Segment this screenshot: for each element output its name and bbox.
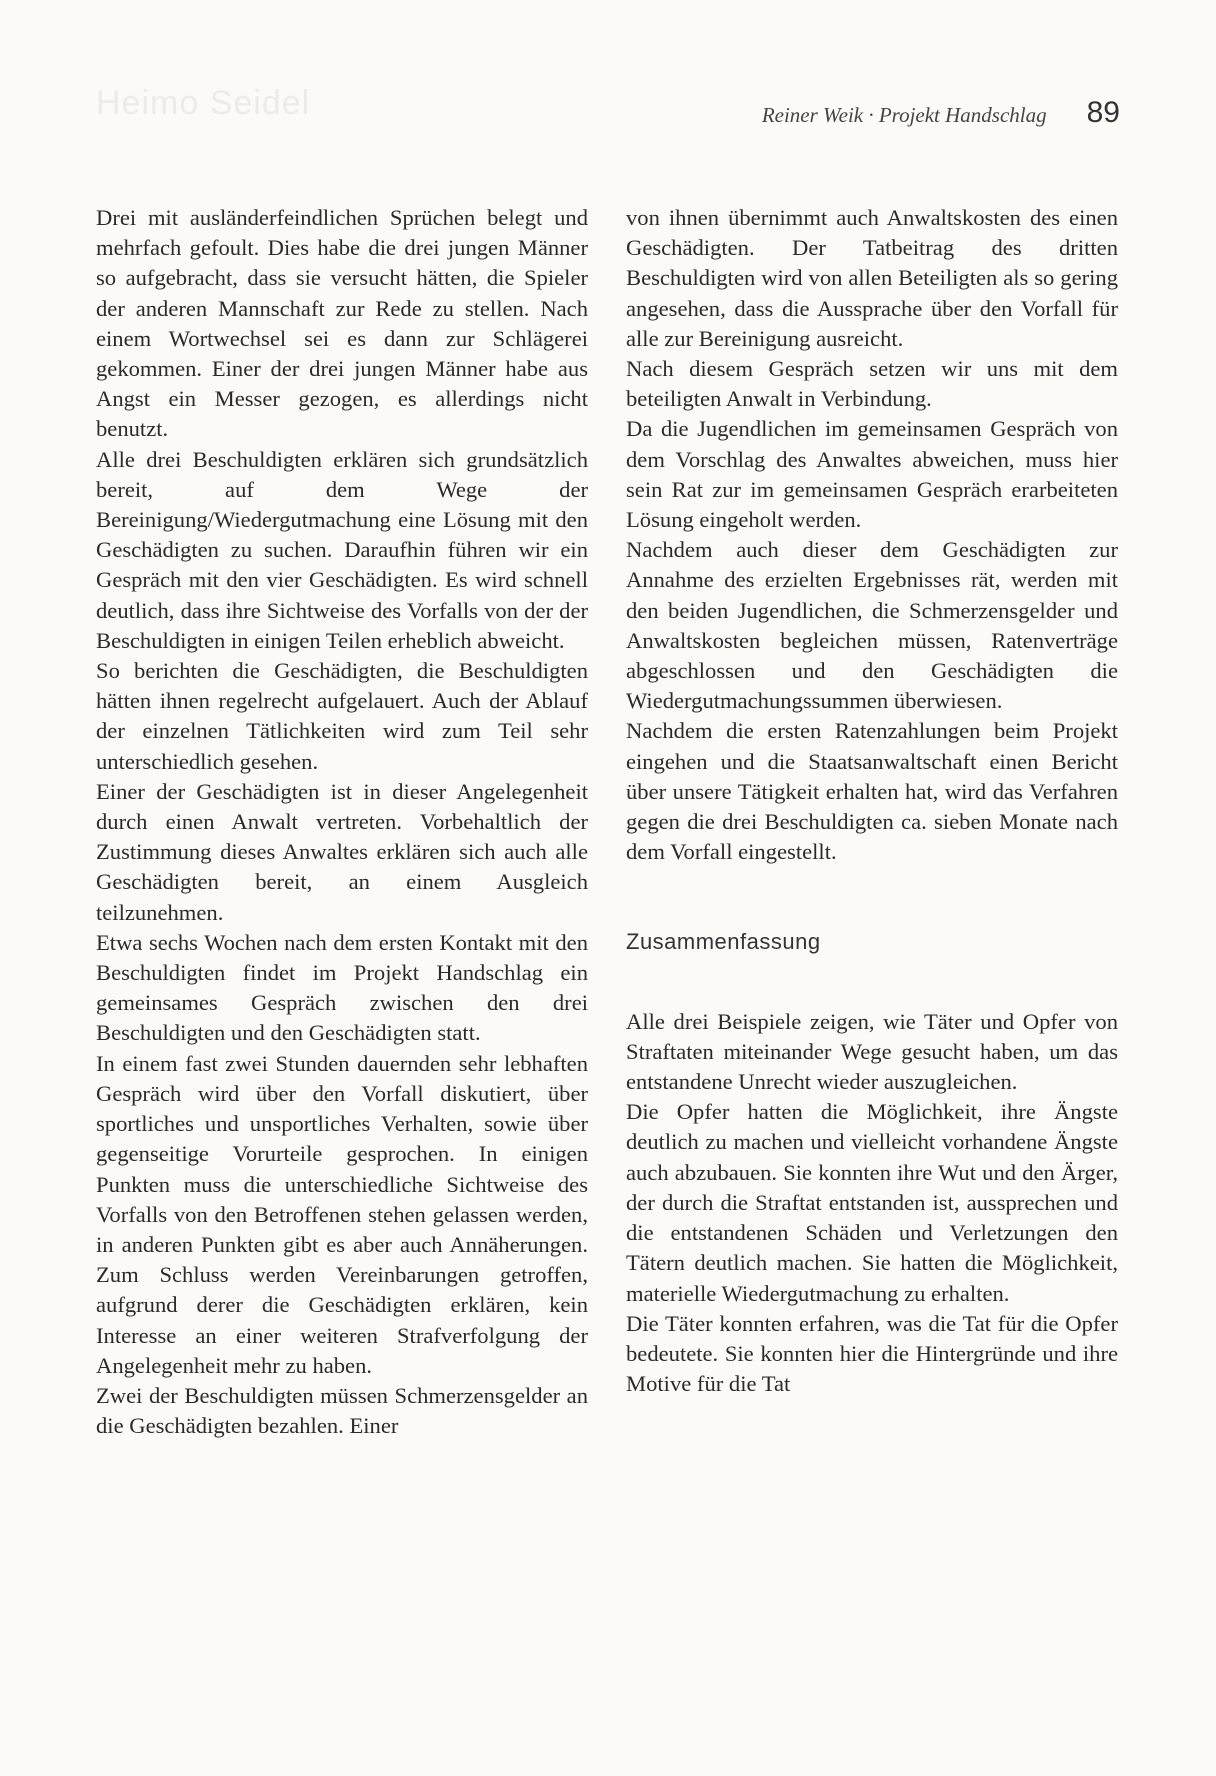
paragraph: Einer der Geschädigten ist in dieser Angelegenheit durch einen Anwalt vertreten. Vorbehaltlich der Zustimmung dieses Anwaltes erklären sich auch alle Geschädigten bereit, an einem Ausgleich teilzunehmen.: [96, 778, 588, 925]
paragraph: Drei mit ausländerfeindlichen Sprüchen belegt und mehrfach gefoult. Dies habe die drei jungen Männer so aufgebracht, dass sie versucht hätten, die Spieler der anderen Mannschaft zur Rede zu stellen. Nach einem Wortwechsel sei es dann zur Schlägerei gekommen. Einer der drei jungen Männer habe aus Angst ein Messer gezogen, es allerdings nicht benutzt.: [96, 205, 588, 442]
paragraph: Nach diesem Gespräch setzen wir uns mit dem beteiligten Anwalt in Verbindung.: [626, 356, 1118, 412]
paragraph: Nachdem die ersten Ratenzahlungen beim Projekt eingehen und die Staatsanwaltschaft einen Bericht über unsere Tätigkeit erhalten hat, wird das Verfahren gegen die drei Beschuldigten ca. sieben Monate nach dem Vorfall eingestellt.: [626, 718, 1118, 865]
page-number: 89: [1086, 96, 1120, 129]
right-column: [626, 203, 1118, 1399]
bleed-through-text: Heimo Seidel: [96, 84, 311, 122]
paragraph: In einem fast zwei Stunden dauernden sehr lebhaften Gespräch wird über den Vorfall diskutiert, über sportliches und unsportliches Verhalten, sowie über gegenseitige Vorurteile gesprochen. In einigen Punkten muss die unterschiedliche Sichtweise des Vorfalls von den Betroffenen stehen gelassen werden, in anderen Punkten gibt es aber auch Annäherungen. Zum Schluss werden Vereinbarungen getroffen, aufgrund derer die Geschädigten erklären, kein Interesse an einer weiteren Strafverfolgung der Angelegenheit mehr zu haben.: [96, 1050, 588, 1378]
paragraph: Die Opfer hatten die Möglichkeit, ihre Ängste deutlich zu machen und vielleicht vorhandene Ängste auch abzubauen. Sie konnten ihre Wut und den Ärger, der durch die Straftat entstanden ist, aussprechen und die entstandenen Schäden und Verletzungen den Tätern deutlich machen. Sie hatten die Möglichkeit, materielle Wiedergutmachung zu erhalten.: [626, 1099, 1118, 1306]
paragraph: Alle drei Beispiele zeigen, wie Täter und Opfer von Straftaten miteinander Wege gesucht haben, um das entstandene Unrecht wieder auszugleichen.: [626, 1008, 1118, 1095]
left-column: [96, 203, 588, 1441]
paragraph: Alle drei Beschuldigten erklären sich grundsätzlich bereit, auf dem Wege der Bereinigung/Wiedergutmachung eine Lösung mit den Geschädigten zu suchen. Daraufhin führen wir ein Gespräch mit den vier Geschädigten. Es wird schnell deutlich, dass ihre Sichtweise des Vorfalls von der der Beschuldigten in einigen Teilen erheblich abweicht.: [96, 446, 588, 653]
paragraph: Etwa sechs Wochen nach dem ersten Kontakt mit den Beschuldigten findet im Projekt Handschlag ein gemeinsames Gespräch zwischen den drei Beschuldigten und den Geschädigten statt.: [96, 929, 588, 1046]
paragraph: Die Täter konnten erfahren, was die Tat für die Opfer bedeutete. Sie konnten hier die Hintergründe und ihre Motive für die Tat: [626, 1310, 1118, 1397]
paragraph: So berichten die Geschädigten, die Beschuldigten hätten ihnen regelrecht aufgelauert. Auch der Ablauf der einzelnen Tätlichkeiten wird zum Teil sehr unterschiedlich gesehen.: [96, 658, 588, 774]
section-heading: Zusammenfassung: [626, 929, 821, 955]
paragraph: Zwei der Beschuldigten müssen Schmerzensgelder an die Geschädigten bezahlen. Einer: [96, 1382, 588, 1439]
page-header: [762, 96, 1120, 130]
paragraph: von ihnen übernimmt auch Anwaltskosten des einen Geschädigten. Der Tatbeitrag des dritten Beschuldigten wird von allen Beteiligten als so gering angesehen, dass die Aussprache über den Vorfall für alle zur Bereinigung ausreicht.: [626, 205, 1118, 351]
paragraph: Da die Jugendlichen im gemeinsamen Gespräch von dem Vorschlag des Anwaltes abweichen, muss hier sein Rat zur im gemeinsamen Gespräch erarbeiteten Lösung eingeholt werden.: [626, 416, 1118, 533]
running-title: Reiner Weik · Projekt Handschlag: [761, 103, 1047, 127]
paragraph: Nachdem auch dieser dem Geschädigten zur Annahme des erzielten Ergebnisses rät, werden mit den beiden Jugendlichen, die Schmerzensgelder und Anwaltskosten begleichen müssen, Ratenverträge abgeschlossen und den Geschädigten die Wiedergutmachungssummen überwiesen.: [626, 537, 1118, 714]
